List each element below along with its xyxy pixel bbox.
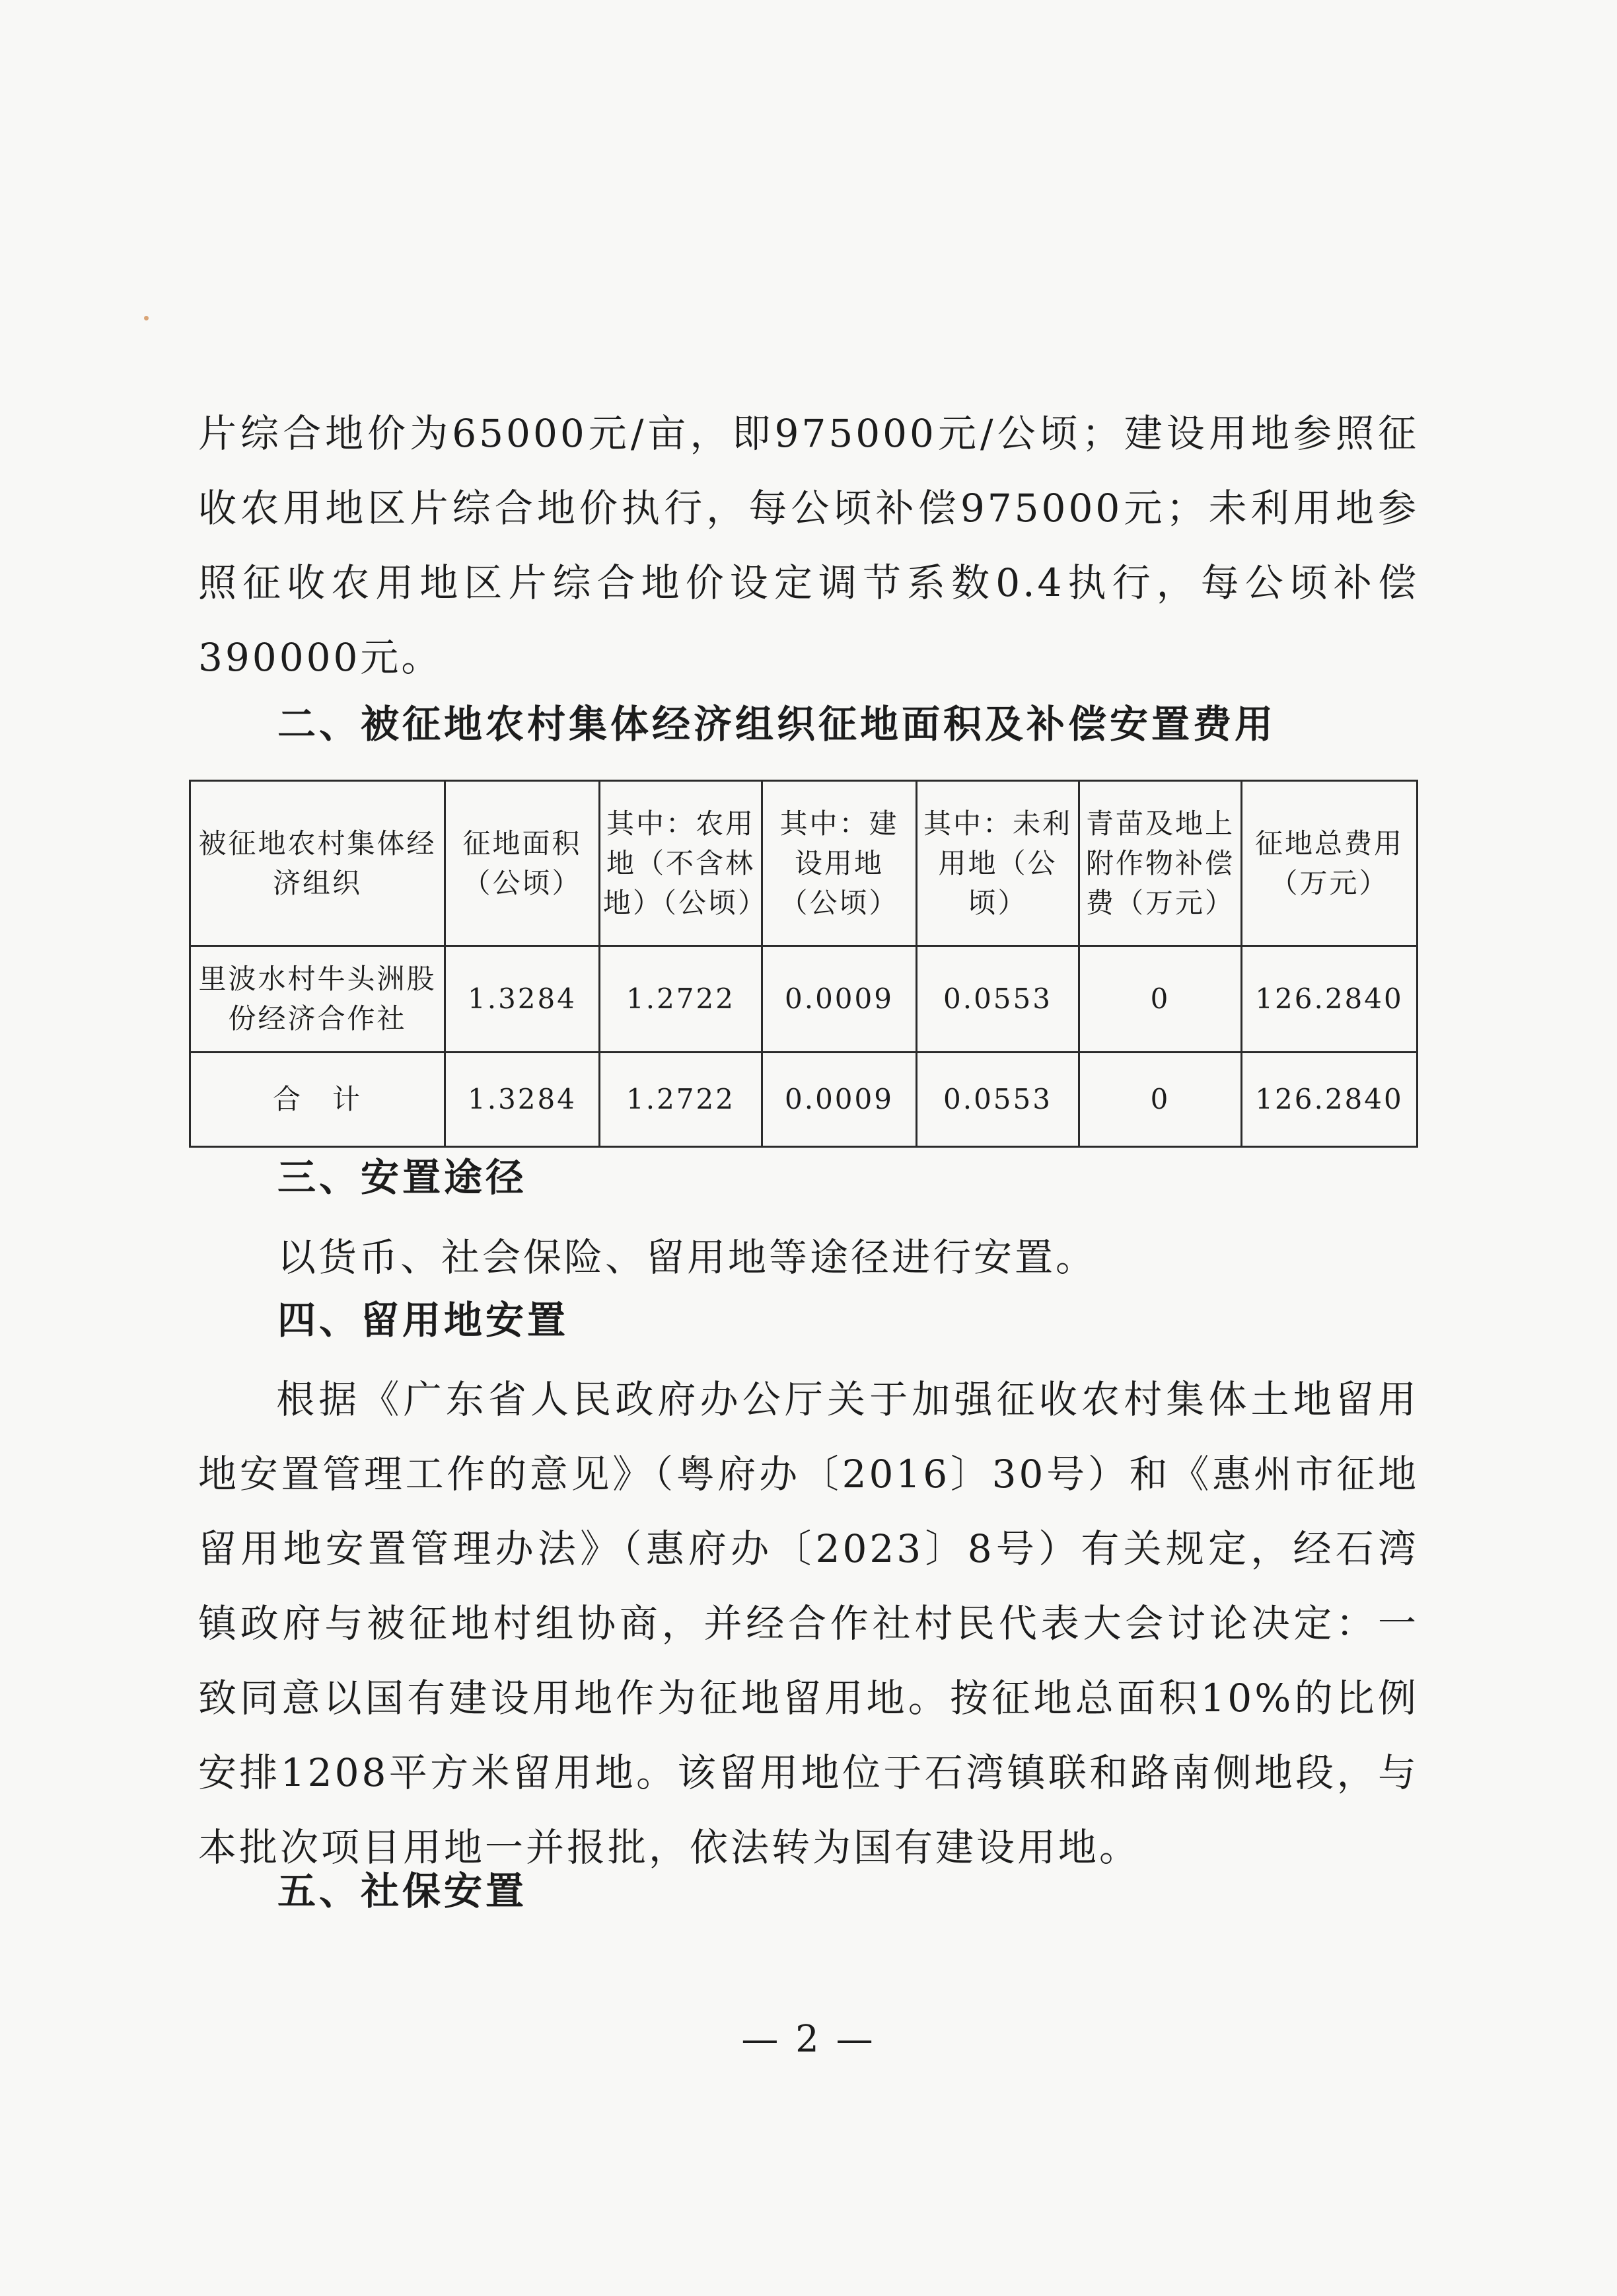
table-row <box>190 946 1418 1053</box>
reserved-land-text: 根据《广东省人民政府办公厅关于加强征收农村集体土地留用地安置管理工作的意见》（粤府办〔2016〕30号）和《惠州市征地留用地安置管理办法》（惠府办〔2023〕8号）有关规定，经石湾镇政府与被征地村组协商，并经合作社村民代表大会讨论决定：一致同意以国有建设用地作为征地留用地。按征地总面积10%的比例安排1208平方米留用地。该留用地位于石湾镇联和路南侧地段，与本批次项目用地一并报批，依法转为国有建设用地。 <box>198 1377 1419 1870</box>
resettlement-route-paragraph: 以货币、社会保险、留用地等途径进行安置。 <box>277 1235 1097 1280</box>
cell-total-area: 1.3284 <box>445 1053 600 1147</box>
header-org: 被征地农村集体经济组织 <box>190 781 445 946</box>
header-construction: 其中：建设用地（公顷） <box>762 781 917 946</box>
header-unused: 其中：未利用地（公顷） <box>917 781 1079 946</box>
cell-total-farmland: 1.2722 <box>600 1053 762 1147</box>
compensation-table <box>189 780 1418 1148</box>
section5-heading: 五、社保安置 <box>277 1869 528 1913</box>
table-total-row <box>190 1053 1418 1147</box>
paper-speck <box>144 316 149 320</box>
section2-heading: 二、被征地农村集体经济组织征地面积及补偿安置费用 <box>277 702 1277 747</box>
cell-total-sum: 126.2840 <box>1242 1053 1418 1147</box>
cell-total-crops: 0 <box>1079 1053 1242 1147</box>
header-farmland: 其中：农用地（不含林地）（公顷） <box>600 781 762 946</box>
page-number: — 2 — <box>741 2018 876 2061</box>
reserved-land-paragraph <box>198 1362 1419 1885</box>
header-area: 征地面积（公顷） <box>445 781 600 946</box>
cell-total-construction: 0.0009 <box>762 1053 917 1147</box>
section4-heading: 四、留用地安置 <box>277 1298 569 1343</box>
table-header-row <box>190 781 1418 946</box>
cell-farmland: 1.2722 <box>600 946 762 1053</box>
cell-org: 里波水村牛头洲股份经济合作社 <box>190 946 445 1053</box>
cell-construction: 0.0009 <box>762 946 917 1053</box>
cell-total-unused: 0.0553 <box>917 1053 1079 1147</box>
cell-unused: 0.0553 <box>917 946 1079 1053</box>
intro-paragraph: 片综合地价为65000元/亩，即975000元/公顷；建设用地参照征收农用地区片综合地价执行，每公顷补偿975000元；未利用地参照征收农用地区片综合地价设定调节系数0.4执行，每公顷补偿390000元。 <box>198 411 1419 680</box>
cell-total: 126.2840 <box>1242 946 1418 1053</box>
cell-total-label: 合 计 <box>190 1053 445 1147</box>
cell-area: 1.3284 <box>445 946 600 1053</box>
header-crops: 青苗及地上附作物补偿费（万元） <box>1079 781 1242 946</box>
header-total: 征地总费用（万元） <box>1242 781 1418 946</box>
section3-heading: 三、安置途径 <box>277 1155 528 1200</box>
cell-crops: 0 <box>1079 946 1242 1053</box>
